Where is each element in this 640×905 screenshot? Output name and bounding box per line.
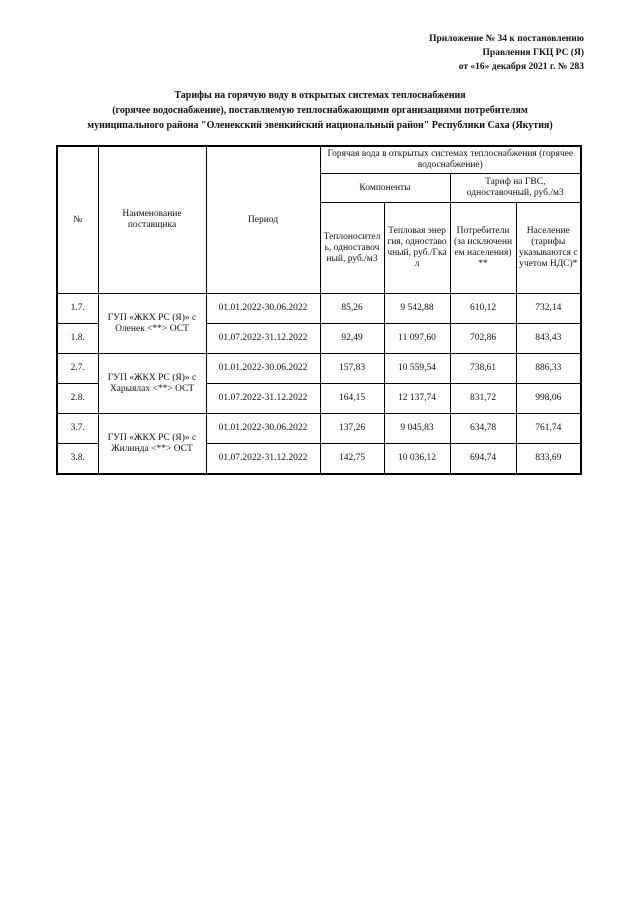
title-line-1: Тарифы на горячую воду в открытых системах теплоснабжения [174, 90, 466, 101]
header-tariff-gvs: Тариф на ГВС, одноставочный, руб./м3 [450, 174, 581, 203]
population-cell: 732,14 [516, 294, 581, 324]
period-cell: 01.07.2022-31.12.2022 [206, 444, 320, 475]
supplier-cell: ГУП «ЖКХ РС (Я)» с Жилинда <**> ОСТ [98, 414, 206, 475]
table-row [57, 294, 581, 324]
title-line-3: муниципального района "Оленекский эвенкийский национальный район" Республики Саха (Якутия) [87, 120, 553, 131]
header-number: № [57, 146, 98, 294]
period-cell: 01.01.2022-30.06.2022 [206, 294, 320, 324]
row-number: 2.8. [57, 384, 98, 414]
population-cell: 833,69 [516, 444, 581, 475]
thermal-cell: 11 097,60 [384, 324, 450, 354]
appendix-line-3: от «16» декабря 2021 г. № 283 [458, 62, 584, 72]
consumers-cell: 738,61 [450, 354, 516, 384]
period-cell: 01.07.2022-31.12.2022 [206, 324, 320, 354]
header-coolant: Теплоноситель, одноставочный, руб./м3 [320, 203, 384, 294]
table-row [57, 354, 581, 384]
header-population: Население (тарифы указываются с учетом НДС)* [516, 203, 581, 294]
appendix-header [429, 32, 584, 74]
coolant-cell: 164,15 [320, 384, 384, 414]
row-number: 1.8. [57, 324, 98, 354]
consumers-cell: 702,86 [450, 324, 516, 354]
row-number: 1.7. [57, 294, 98, 324]
header-consumers: Потребители (за исключением населения)** [450, 203, 516, 294]
coolant-cell: 92,49 [320, 324, 384, 354]
header-hot-water: Горячая вода в открытых системах теплоснабжения (горячее водоснабжение) [320, 146, 581, 174]
thermal-cell: 12 137,74 [384, 384, 450, 414]
thermal-cell: 9 542,88 [384, 294, 450, 324]
period-cell: 01.01.2022-30.06.2022 [206, 414, 320, 444]
appendix-line-1: Приложение № 34 к постановлению [429, 34, 584, 44]
thermal-cell: 9 045,83 [384, 414, 450, 444]
coolant-cell: 85,26 [320, 294, 384, 324]
row-number: 2.7. [57, 354, 98, 384]
header-supplier: Наименование поставщика [98, 146, 206, 294]
table-row [57, 414, 581, 444]
consumers-cell: 634,78 [450, 414, 516, 444]
period-cell: 01.07.2022-31.12.2022 [206, 384, 320, 414]
title-line-2: (горячее водоснабжение), поставляемую теплоснабжающими организациями потребителям [112, 105, 528, 116]
population-cell: 761,74 [516, 414, 581, 444]
supplier-cell: ГУП «ЖКХ РС (Я)» с Харыялах <**> ОСТ [98, 354, 206, 414]
table-body [57, 294, 581, 475]
population-cell: 843,43 [516, 324, 581, 354]
appendix-line-2: Правления ГКЦ РС (Я) [482, 48, 584, 58]
row-number: 3.8. [57, 444, 98, 475]
thermal-cell: 10 036,12 [384, 444, 450, 475]
consumers-cell: 610,12 [450, 294, 516, 324]
population-cell: 886,33 [516, 354, 581, 384]
consumers-cell: 831,72 [450, 384, 516, 414]
header-components: Компоненты [320, 174, 450, 203]
coolant-cell: 142,75 [320, 444, 384, 475]
coolant-cell: 137,26 [320, 414, 384, 444]
tariff-table [56, 145, 582, 475]
row-number: 3.7. [57, 414, 98, 444]
coolant-cell: 157,83 [320, 354, 384, 384]
population-cell: 998,06 [516, 384, 581, 414]
supplier-cell: ГУП «ЖКХ РС (Я)» с Оленек <**> ОСТ [98, 294, 206, 354]
header-thermal: Тепловая энергия, одноставочный, руб./Гкал [384, 203, 450, 294]
header-period: Период [206, 146, 320, 294]
document-title [40, 88, 600, 133]
thermal-cell: 10 559,54 [384, 354, 450, 384]
consumers-cell: 694,74 [450, 444, 516, 475]
period-cell: 01.01.2022-30.06.2022 [206, 354, 320, 384]
